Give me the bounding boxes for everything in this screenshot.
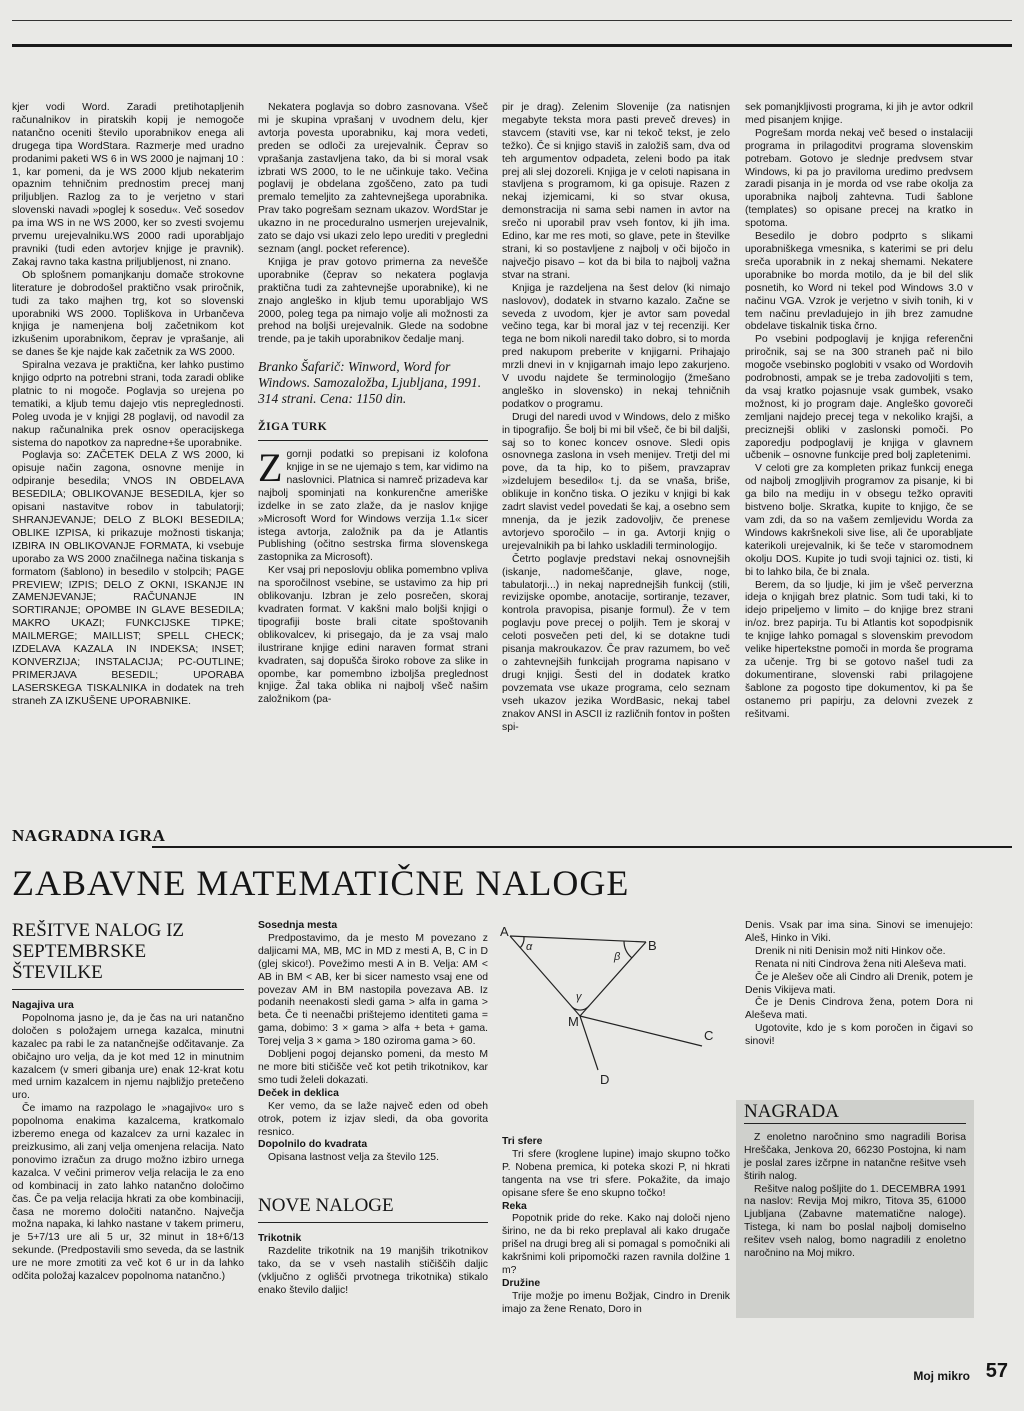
angle-beta-arc (624, 941, 632, 958)
tasks-column-4 (745, 920, 973, 1096)
review-paragraph: Pogrešam morda nekaj več besed o instalaciji programa in prilagoditvi programa slovenskim potrebam. Gotovo je slednje predvsem stvar Windows, ki pa jo praviloma uredimo predvsem zaradi pisanja in je morda od vse rabe okolja za uporabnika najbolj zahtevna. Tudi šablone (templates) so opisane precej na kratko in spotoma. (745, 127, 973, 230)
geometry-sketch (496, 922, 726, 1132)
task-paragraph: Popotnik pride do reke. Kako naj določi njeno širino, ne da bi reko preplaval ali kako drugače prišel na drugi breg ali si pomagal s pomočniki ali kakršnimi koli pripomočki razen ravnila dolžine 1 m? (502, 1213, 730, 1277)
task-paragraph: Denis. Vsak par ima sina. Sinovi se imenujejo: Aleš, Hinko in Viki. (745, 920, 973, 944)
task-paragraph: Renata ni niti Cindrova žena niti Aleševa mati. (755, 958, 967, 970)
review-paragraph: V celoti gre za kompleten prikaz funkcij enega od najbolj zmogljivih programov za pisanje, ki bi ga bilo na mediju in v obsegu težko opraviti bistveno bolje. Skratka, kupite to knjigo, če se vam zdi, da so na vašem zemljevidu Worda za Windows kakršnekoli sive lise, ali če uporabljate katerikoli urejevalnik, ki še teče v staromodnem okolju DOS. Kupite jo tudi svoji tajnici oz. tisti, ki bi to lahko bila, če bi znala. (745, 463, 973, 578)
prize-box (736, 1100, 974, 1318)
drop-cap: Z (258, 445, 283, 491)
solution-paragraph: Dobljeni pogoj dejansko pomeni, da mesto M ne more biti stičišče več kot petih trikotnikov, kar smo tudi želeli dokazati. (258, 1049, 488, 1086)
section-rule (152, 846, 1012, 848)
solutions-column-1 (12, 920, 244, 1340)
prize-title: NAGRADA (744, 1106, 966, 1124)
task-title: Trikotnik (258, 1233, 302, 1245)
page-headline: ZABAVNE MATEMATIČNE NALOGE (12, 863, 630, 903)
solution-paragraph: Opisana lastnost velja za število 125. (268, 1152, 439, 1164)
task-paragraph: Če je Alešev oče ali Cindro ali Drenik, potem je Denis Vikijeva mati. (745, 971, 973, 996)
solutions-heading (12, 920, 244, 990)
point-label-c: C (704, 1028, 714, 1043)
solution-paragraph: Ker vemo, da se laže največ eden od obeh otrok, potem iz izjav sledi, da oba govorita resnico. (258, 1100, 488, 1138)
review-text: gornji podatki so prepisani iz kolofona knjige in se ne ujemajo s tem, kar vidimo na naslovnici. Platnica si namreč prizadeva kar najbolj spominjati na konkurenčne ameriške izdelke in se zato zlaže, da je naslov knjige »Microsoft Word for Windows verzija 1.1« sicer istega avtorja, založnik pa da je Atlantis Publishing (očitno sestrska firma slovenskega zastopnika za Microsoft). (258, 449, 488, 564)
task-paragraph: Če je Denis Cindrova žena, potem Dora ni Aleševa mati. (745, 997, 973, 1022)
solution-paragraph: Če imamo na razpolago le »nagajivo« uro s popolnoma enakima kazalcema, kratkomalo izberemo enega od kazalcev za urni kazalec in preizkusimo, ali zanj velja omenjena relacija. Nato ponovimo izračun za drugo možno izbiro urnega kazalca. V večini primerov velja relacija le za eno od kombinacij in zato lahko natančno določimo čas. Če pa velja relacija hkrati za obe kombinaciji, časa ne moremo določiti natančno. Največja možna napaka, ki lahko nastane v takem primeru, je 5+7/13 ure ali 5 ur, 32 minut in 18+6/13 sekunde. (Predpostavili smo seveda, da se lastnik ure ne more zmotiti za več kot 6 ur in da lahko odčita položaj kazalcev popolnoma natančno.) (12, 1103, 244, 1283)
top-rule (12, 44, 1012, 47)
author-name: ŽIGA TURK (258, 421, 488, 441)
review-paragraph-dropcap (258, 445, 488, 565)
review-column-4 (745, 102, 973, 802)
angle-label-beta: β (614, 951, 621, 963)
task-title: Tri sfere (502, 1136, 543, 1147)
review-paragraph: Po vsebini podpoglavij je knjiga referenčni priročnik, saj se na 300 straneh pač ni bilo mogoče vsebinsko poglobiti v vsako od Wordovih podrobnosti, ampak se je treba zadovoljiti s tem, da vsaj kratko pojasnuje vsak gumbek, vsako možnost, ki jo program daje. Angleško govoreči zemljani najdejo precej tega v nekoliko krajši, a preciznejši obliki v zaslonski pomoči. Po zaporedju podpoglavij je knjiga v glavnem učbenik – osnovne funkcije pred bolj zapletenimi. (745, 334, 973, 462)
point-label-a: A (500, 924, 509, 939)
review-paragraph: sek pomanjkljivosti programa, ki jih je avtor odkril med pisanjem knjige. (745, 102, 973, 126)
review-paragraph: Ob splošnem pomanjkanju domače strokovne literature je dobrodošel praktično vsak priročnik, tudi za tako majhen trg, kot so slovenski uporabniki WS 2000. Topliškova in Urbančeva knjiga je namenjena bolj začetnikom kot izkušenim uporabnikom, čeprav je vprašanje, ali se danes še kje najde kak začetnik za WS 2000. (12, 269, 244, 359)
task-paragraph: Ugotovite, kdo je s kom poročen in čigavi so sinovi! (745, 1023, 973, 1048)
review-paragraph: Knjiga je prav gotovo primerna za nevešče uporabnike (čeprav so nekatera poglavja praktična tudi za zahtevnejše uporabnike), ki ne znajo angleško in kljub temu uporabljajo WS 2000, poleg tega pa nimajo volje ali možnosti za prehod na boljši urejevalnik. Glede na sodobne trende, pa je takih uporabnikov čedalje manj. (258, 256, 488, 346)
review-paragraph: Besedilo je dobro podprto s slikami uporabniškega vmesnika, s katerimi se pri delu sreča uporabnik in z nekaj shemami. Nekatere uporabnike bo morda motilo, da je bil del slik posnetih, ko Word ni tekel pod Windows 3.0 v načinu VGA. Vzrok je verjetno v sivih tonih, ki v tem načinu prevladujejo in jih brez zamudne obdelave tiskalnik tiska črno. (745, 231, 973, 333)
review-paragraph: Knjiga je razdeljena na šest delov (ki nimajo naslovov), dodatek in stvarno kazalo. Začne se seveda z uvodom, kjer je avtor sam povedal večino tega, kar bi moral jaz v tej recenziji. Ker tega ne bom nikoli naredil tako dobro, si to morda pred nakupom preberite v knjigarni. Prihajajo mrzli dnevi in v knjigarnah imajo lepo zakurjeno. V uvodu najdete še terminologijo (žmešano angleško in slovensko) in nekaj tehničnih podatkov o programu. (502, 282, 730, 410)
solutions-column-2 (258, 920, 488, 1340)
point-label-m: M (568, 1014, 579, 1029)
review-paragraph: Berem, da so ljudje, ki jim je všeč perverzna ideja o knjigah brez platnic. Som tudi taki, ki to idejo pripeljemo v limito – do knjige brez strani in/oz. brez papirja. Tu bi Atlantis kot sopodpisnik te knjige lahko pomagal s slovenskim prevodom velike hipertekstne pomoči in morda še programa za učenje. Trg bi se gotovo našel tudi za dokumentirane, slovenski rabi prilagojene šablone za pogosto tipe dokumentov, ki pa še ostanemo pri papirju, za delovni zvezek z rešitvami. (745, 579, 973, 720)
book-credit: Branko Šafarič: Winword, Word for Windows. Samozaložba, Ljubljana, 1991. 314 strani. Cena: 1150 din. (258, 359, 482, 407)
angle-label-gamma: γ (576, 991, 582, 1003)
magazine-name: Moj mikro (913, 1369, 970, 1383)
problem-title: Dopolnilo do kvadrata (258, 1139, 368, 1151)
tasks-column-3 (502, 1136, 730, 1336)
review-column-2 (258, 102, 488, 808)
solutions-heading-line: SEPTEMBRSKE (12, 941, 147, 962)
top-rule-thin (12, 20, 1012, 21)
segment-md (580, 1016, 598, 1070)
point-label-b: B (648, 938, 657, 953)
solutions-heading-line: REŠITVE NALOG IZ (12, 920, 185, 941)
task-paragraph: Trije možje po imenu Božjak, Cindro in Drenik imajo za žene Renato, Doro in (502, 1290, 730, 1315)
angle-alpha-arc (520, 937, 524, 948)
review-paragraph: Spiralna vezava je praktična, ker lahko pustimo knjigo odprto na potrebni strani, toda zaradi oblike platnic to ni mogoče. Poglavja so urejena po tematiki, a kljub temu dajejo vtis nepreglednosti. Poleg uvoda je v knjigi 28 poglavij, od navodil za nakup računalnika prek osnov operacijskega sistema do napotkov za napredne+še uporabnike. (12, 360, 244, 449)
problem-title: Deček in deklica (258, 1087, 339, 1099)
solution-paragraph: Predpostavimo, da je mesto M povezano z daljicami MA, MB, MC in MD z mesti A, B, C in D (glej skico!). Povežimo mesti A in B. Velja: AM < AB in BM < AB, ker bi sicer namesto vsaj ene od povezav AM in BM nastopila povezava AB. Iz podanih neenakosti sledi gama > alfa in gama > beta. Če ti neenačbi prištejemo identiteti gama = gama, dobimo: 3 × gama > alfa + beta + gama. Torej velja 3 × gama > 180 oziroma gama > 60. (258, 932, 488, 1048)
solutions-heading-line: ŠTEVILKE (12, 962, 103, 983)
problem-title: Sosednja mesta (258, 920, 338, 931)
angle-label-alpha: α (526, 941, 533, 953)
solution-paragraph: Popolnoma jasno je, da je čas na uri natančno določen s položajem urnega kazalca, minutni kazalec pa rabi le za natančnejše odčitavanje. Za običajno uro velja, da je kot med 12 in minutnim kazalcem (v smeri gibanja ure) enak 12-krat kotu med urnim kazalcem in njemu najbližjo pretečeno uro. (12, 1012, 244, 1102)
new-tasks-heading: NOVE NALOGE (258, 1195, 488, 1223)
task-paragraph: Tri sfere (kroglene lupine) imajo skupno točko P. Nobena premica, ki poteka skozi P, ni hkrati tangenta na vse tri sfere. Pokažite, da imajo opisane sfere še eno skupno točko! (502, 1148, 730, 1199)
task-title: Reka (502, 1200, 527, 1212)
prize-paragraph: Rešitve nalog pošljite do 1. DECEMBRA 1991 na naslov: Revija Moj mikro, Titova 35, 61000 Ljubljana (Zabavne matematične naloge). Tistega, ki nam bo poslal najbolj domiselno rešitev vseh nalog, bomo nagradili z enoletno naročnino na Moj mikro. (744, 1183, 966, 1260)
task-title: Družine (502, 1277, 541, 1289)
section-label: NAGRADNA IGRA (12, 826, 166, 845)
segment-mc (580, 1016, 702, 1046)
review-paragraph: Poglavja so: ZAČETEK DELA Z WS 2000, ki opisuje način zagona, osnovne menije in odpiranje besedila; VNOS IN OBDELAVA BESEDILA; OBLIKOVANJE BESEDILA, kjer so opisani nastavitve robov in tabulatorji; SHRANJEVANJE; DELO Z BLOKI BESEDILA; OBLIKE IZPISA, ki prikazuje možnosti tiskanja; IZBIRA IN OBLIKOVANJE FORMATA, ki vsebuje uporabo za WS 2000 značilnega načina tiskanja s formatom (šablono) in besedilo v stolpcih; PAGE PREVIEW; IZPIS; DELO Z OKNI, ISKANJE IN ZAMENJEVANJE; RAČUNANJE IN SORTIRANJE; OPOMBE IN GLAVE BESEDILA; MAKRO UKAZI; FUNKCIJSKE TIPKE; MAILMERGE; MAILLIST; SPELL CHECK; IZDELAVA KAZALA IN INDEKSA; INSET; KONVERZIJA; INSTALACIJA; PC-OUTLINE; PRIMERJAVA BESEDIL; UPORABA LASERSKEGA TISKALNIKA in dodatek na treh straneh ZA IZKUŠENE UPORABNIKE. (12, 450, 244, 707)
segment-bm (580, 942, 646, 1016)
review-paragraph: kjer vodi Word. Zaradi pretihotapljenih računalnikov in piratskih kopij je nemogoče natančno oceniti število uporabnikov enega ali drugega tipa WordStara. Razmerje med uradno prodanimi paketi WS 6 in WS 2000 je najmanj 10 : 1, kar pomeni, da je WS 2000 kljub nekaterim opaznim tehničnim prednostim precej manj priljubljen. Razlog za to je verjetno v stari slovenski navadi »poglej k sosedu«. Več sosedov pa ima WS in ne WS 2000, ker so zvesti svojemu prvemu urejevalniku.WS 2000 radi uporabljajo pravniki (tudi eden avtorjev knjige je pravnik). Zakaj ravno taka kastna priljubljenost, ni znano. (12, 102, 244, 268)
task-paragraph: Drenik ni niti Denisin mož niti Hinkov oče. (755, 945, 946, 957)
problem-title: Nagajiva ura (12, 1000, 74, 1011)
review-column-3 (502, 102, 730, 802)
point-label-d: D (600, 1072, 610, 1087)
task-paragraph: Razdelite trikotnik na 19 manjših trikotnikov tako, da se v vseh nastalih stičiščih daljic (vključno z oglišči prvotnega trikotnika) stikalo enako število daljic! (258, 1246, 488, 1296)
review-paragraph: Četrto poglavje predstavi nekaj osnovnejših (iskanje, nadomeščanje, glave, noge, tabulatorji...) in nekaj naprednejših funkcij (stili, revizijske opombe, anotacije, sortiranje, tezaver, kontrola pravopisa, pisanje formul). Že v tem poglavju pove precej o poljih. Tem je skoraj v celoti posvečen peti del, ki se dotakne tudi pisanja makroukazov. Če prav razumem, bo več o zahtevnejših funkcijah programa napisano v drugi knjigi. Šesti del in dodatek kratko povzemata vse ukaze programa, celo seznam vseh ukazov jezika WordBasic, nekaj tabel znakov ANSI in ASCII iz različnih fontov in pošten spi- (502, 553, 730, 733)
page-number: 57 (985, 1360, 1008, 1382)
review-paragraph: Drugi del naredi uvod v Windows, delo z miško in tipografijo. Še bolj bi mi bil všeč, če bi bil daljši, saj so to konec koncev osnove. Sledi opis osnovnega zaslona in vseh menijev. Tretji del mi pove, da ta hip, ko to pišem, pravzaprav »izdelujem besedilo« t.j. da se vnaša, briše, oblikuje in končno tiska. O jeziku v knjigi bi kak zadrt slavist vedel povedati še kaj, a osebno sem mnenja, da je jezik zadovoljiv, če prenese avtorjevo sporočilo – in ga. Avtorji knjig o urejevalnikih pa bi lahko uskladili terminologijo. (502, 411, 730, 552)
review-column-1 (12, 102, 244, 802)
review-paragraph: Ker vsaj pri neposlovju oblika pomembno vpliva na sporočilnost vsebine, se ustavimo za hip pri oblikovanju. Izbran je zelo posrečen, skoraj kvadraten format. V kakšni malo boljši knjigi o tipografiji boste brali citate spoštovanih oblikovalcev, ki prisegajo, da je za vsaj malo ilustrirane knjige edini naraven format strani kvadraten, saj dopušča široko robove za slike in opombe, kar pomembno izboljša preglednost knjige. Žal taka oblika ni najbolj všeč našim založnikom (pa- (258, 565, 488, 706)
review-paragraph: pir je drag). Zelenim Slovenije (za natisnjen megabyte teksta mora pasti preveč dreves) in stavcem (staviti vse, kar ni tekoč tekst, je zelo težko). Če si knjigo staviš in založiš sam, dva od teh argumentov odpadeta, zeleni bodo pa itak prej ali slej dozoreli. Knjiga je v celoti napisana in stavljena s programom, ki ga opisuje. Razen z nekaj izjemicami, ki so stvar okusa, demonstracija ni sama sebi namen in avtor na srečo ni uporabil prav vseh fontov, ki jih ima. Edino, kar me res moti, so glave, pete in številke strani, ki so postavljene z najbolj v oči bijočo in največjo pisavo – kot da bi bila to najbolj važna stvar na strani. (502, 102, 730, 281)
review-paragraph: Nekatera poglavja so dobro zasnovana. Všeč mi je skupina vprašanj v uvodnem delu, kjer avtorja povesta uporabniku, kaj mora vedeti, preden se odloči za urejevalnik. Čeprav so vprašanja zastavljena tako, da bi si moral vsak izbrati WS 2000, to le ne učinkuje tako. Večina poglavij je obdelana zgoščeno, zato pa tudi premalo temeljito za zahtevnejšega uporabnika. Prav tako pogrešam seznam ukazov. WordStar je ukazno in ne proceduralno usmerjen urejevalnik, zato se dajo vsi ukazi zelo lepo urediti v pregledni seznam (angl. pocket reference). (258, 102, 488, 255)
prize-paragraph: Z enoletno naročnino smo nagradili Borisa Hreščaka, Jenkova 20, 66230 Postojna, ki nam je poslal zares izčrpne in natančne rešitve vseh štirih nalog. (744, 1131, 966, 1182)
